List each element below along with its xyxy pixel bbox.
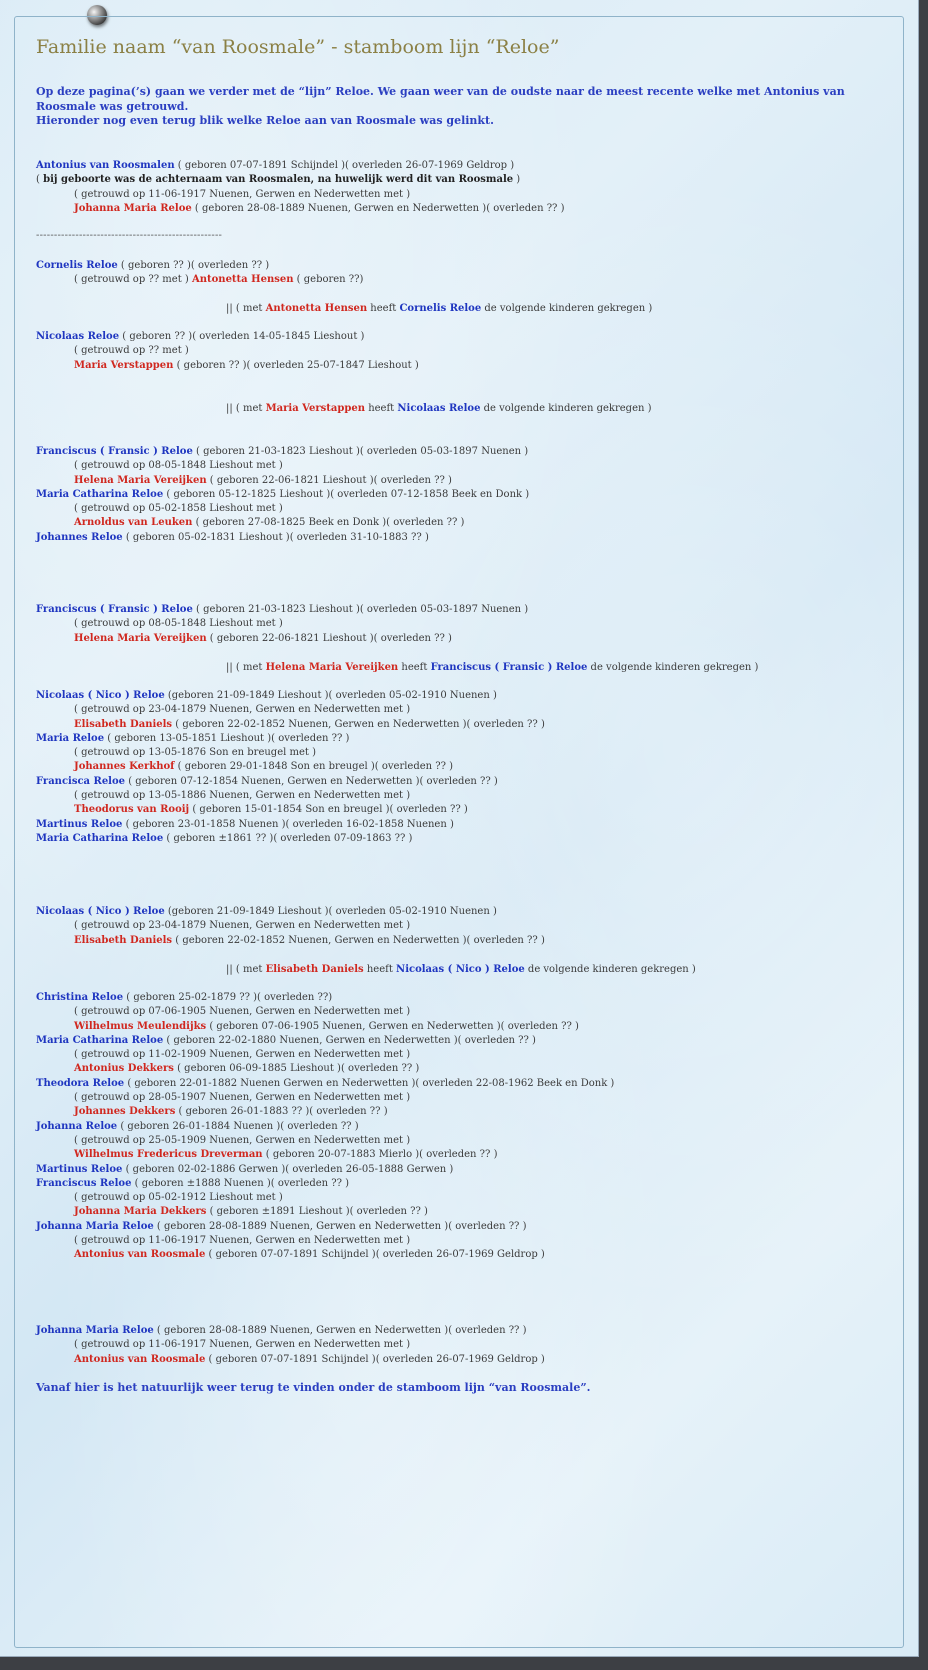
person-name: Cornelis Reloe — [399, 303, 482, 314]
spouse-name: Helena Maria Vereijken — [74, 632, 207, 644]
spouse-line — [36, 1248, 896, 1262]
person-name: Maria Reloe — [36, 732, 105, 744]
spouse-name: Antonius Dekkers — [74, 1063, 174, 1075]
entry-line — [36, 445, 896, 459]
life-dates: ( geboren 15-01-1854 Son en breugel )( overleden ?? ) — [189, 804, 468, 816]
person-name: Franciscus ( Fransic ) Reloe — [430, 662, 588, 673]
person-name: Christina Reloe — [36, 992, 124, 1003]
spouse-line — [36, 202, 896, 216]
spouse-name: Elisabeth Daniels — [74, 934, 173, 946]
children-text: || ( met — [226, 303, 266, 314]
life-dates: (geboren 21-09-1849 Lieshout )( overleden 05-02-1910 Nuenen ) — [164, 690, 497, 701]
life-dates: ( geboren 28-08-1889 Nuenen, Gerwen en Nederwetten )( overleden ?? ) — [153, 1220, 527, 1232]
spouse-line — [36, 1062, 896, 1076]
marriage-line: ( getrouwd op 07-06-1905 Nuenen, Gerwen en Nederwetten met ) — [74, 1006, 411, 1018]
spouse-line — [36, 632, 896, 646]
spouse-name: Wilhelmus Fredericus Dreverman — [74, 1149, 263, 1161]
block-children-franciscus — [36, 689, 896, 846]
marriage-line: ( getrouwd op 05-02-1858 Lieshout met ) — [74, 503, 283, 515]
life-dates: ( geboren 27-08-1825 Beek en Donk )( overleden ?? ) — [192, 517, 465, 529]
life-dates: ( geboren ??) — [293, 274, 364, 286]
life-dates: ( geboren 28-08-1889 Nuenen, Gerwen en Nederwetten )( overleden ?? ) — [191, 202, 565, 214]
entry-line — [36, 531, 896, 545]
life-dates: ( geboren 23-01-1858 Nuenen )( overleden 16-02-1858 Nuenen ) — [122, 818, 454, 830]
spouse-line — [36, 273, 896, 287]
life-dates: ( geboren ±1891 Lieshout )( overleden ?? ) — [206, 1206, 428, 1218]
person-name: Nicolaas ( Nico ) Reloe — [36, 906, 165, 917]
spouse-line — [36, 1205, 896, 1219]
person-name: Maria Catharina Reloe — [36, 832, 164, 844]
life-dates: ( geboren 06-09-1885 Lieshout )( overleden ?? ) — [173, 1063, 420, 1075]
outro-text: Vanaf hier is het natuurlijk weer terug te vinden onder de stamboom lijn “van Roosmale”. — [36, 1381, 591, 1394]
marriage-line: ( getrouwd op 13-05-1886 Nuenen, Gerwen en Nederwetten met ) — [74, 790, 411, 802]
children-header — [36, 661, 928, 675]
person-name: Cornelis Reloe — [36, 260, 118, 271]
life-dates: ( geboren ?? )( overleden 25-07-1847 Lieshout ) — [173, 359, 419, 371]
children-text: || ( met — [226, 403, 266, 414]
marriage-line: ( getrouwd op 05-02-1912 Lieshout met ) — [74, 1192, 283, 1204]
entry-line — [36, 775, 896, 789]
life-dates: ( geboren 26-01-1883 ?? )( overleden ?? ) — [175, 1106, 388, 1118]
spouse-line — [36, 1020, 896, 1034]
life-dates: ( geboren 21-03-1823 Lieshout )( overleden 05-03-1897 Nuenen ) — [192, 604, 529, 615]
marriage-line: ( getrouwd op 25-05-1909 Nuenen, Gerwen en Nederwetten met ) — [74, 1134, 411, 1146]
marriage-line: ( getrouwd op 11-06-1917 Nuenen, Gerwen en Nederwetten met ) — [74, 188, 411, 200]
children-text: de volgende kinderen gekregen ) — [480, 403, 652, 414]
spouse-line — [36, 934, 896, 948]
entry-line — [36, 991, 896, 1005]
entry-line — [36, 1324, 896, 1338]
spouse-name: Antonetta Hensen — [265, 303, 368, 314]
marriage-line: ( getrouwd op 11-02-1909 Nuenen, Gerwen en Nederwetten met ) — [74, 1049, 411, 1061]
spouse-name: Johanna Maria Reloe — [74, 202, 192, 214]
block-antonius — [36, 159, 896, 216]
spouse-name: Helena Maria Vereijken — [265, 662, 399, 673]
entry-line — [36, 832, 896, 846]
person-name: Maria Catharina Reloe — [36, 1034, 164, 1046]
marriage-line: ( getrouwd op 23-04-1879 Nuenen, Gerwen en Nederwetten met ) — [74, 704, 411, 716]
life-dates: ( geboren 07-06-1905 Nuenen, Gerwen en Nederwetten )( overleden ?? ) — [206, 1020, 579, 1032]
children-text: de volgende kinderen gekregen ) — [524, 964, 696, 975]
life-dates: ( geboren 26-01-1884 Nuenen )( overleden ?? ) — [117, 1120, 359, 1132]
block-children-nicolaas — [36, 445, 896, 545]
life-dates: ( geboren 25-02-1879 ?? )( overleden ??) — [123, 992, 333, 1003]
name-change-note: bij geboorte was de achternaam van Roosmalen, na huwelijk werd dit van Roosmale — [43, 174, 514, 186]
life-dates: ( geboren ±1861 ?? )( overleden 07-09-1863 ?? ) — [163, 832, 413, 844]
entry-line — [36, 1120, 896, 1134]
life-dates: ( geboren 20-07-1883 Mierlo )( overleden ?? ) — [262, 1149, 498, 1161]
entry-line — [36, 488, 896, 502]
life-dates: ( geboren 28-08-1889 Nuenen, Gerwen en Nederwetten )( overleden ?? ) — [153, 1325, 527, 1336]
spouse-line — [36, 359, 896, 373]
life-dates: ( geboren 07-07-1891 Schijndel )( overleden 26-07-1969 Geldrop ) — [205, 1353, 545, 1365]
children-text: heeft — [363, 964, 397, 975]
children-text: heeft — [398, 662, 431, 673]
children-header — [36, 302, 928, 316]
life-dates: ( geboren ±1888 Nuenen )( overleden ?? ) — [131, 1177, 350, 1189]
spouse-line — [36, 803, 896, 817]
spouse-line — [36, 1105, 896, 1119]
intro-paragraph: Hieronder nog even terug blik welke Reloe aan van Roosmale was gelinkt. — [36, 114, 494, 127]
entry-line — [36, 1220, 896, 1234]
person-name: Nicolaas Reloe — [36, 331, 120, 342]
life-dates: ( geboren 05-12-1825 Lieshout )( overleden 07-12-1858 Beek en Donk ) — [163, 488, 530, 500]
person-name: Martinus Reloe — [36, 818, 123, 830]
life-dates: ( geboren 02-02-1886 Gerwen )( overleden 26-05-1888 Gerwen ) — [122, 1163, 454, 1175]
intro-text — [36, 85, 886, 129]
block-nicolaas — [36, 330, 896, 373]
entry-line — [36, 173, 896, 187]
children-text: heeft — [367, 303, 400, 314]
life-dates: ( geboren 07-07-1891 Schijndel )( overleden 26-07-1969 Geldrop ) — [205, 1249, 545, 1261]
block-cornelis — [36, 259, 896, 288]
person-name: Johanna Maria Reloe — [36, 1220, 154, 1232]
person-name: Martinus Reloe — [36, 1163, 123, 1175]
life-dates: ( geboren 22-06-1821 Lieshout )( overleden ?? ) — [206, 474, 452, 486]
spouse-name: Antonius van Roosmale — [74, 1353, 206, 1365]
person-name: Franciscus ( Fransic ) Reloe — [36, 604, 193, 615]
block-nicolaas-nico — [36, 905, 896, 948]
children-text: de volgende kinderen gekregen ) — [587, 662, 759, 673]
person-name: Johannes Reloe — [36, 531, 123, 543]
entry-line — [36, 159, 896, 173]
block-franciscus — [36, 603, 896, 646]
life-dates: ( geboren 13-05-1851 Lieshout )( overleden ?? ) — [104, 732, 350, 744]
spouse-name: Elisabeth Daniels — [265, 964, 364, 975]
spouse-name: Theodorus van Rooij — [74, 804, 190, 816]
note-paren: ) — [513, 174, 521, 186]
entry-line — [36, 818, 896, 832]
entry-line — [36, 905, 896, 919]
life-dates: ( geboren 07-12-1854 Nuenen, Gerwen en Nederwetten )( overleden ?? ) — [125, 775, 498, 787]
children-text: || ( met — [226, 662, 266, 673]
children-text: de volgende kinderen gekregen ) — [481, 303, 653, 314]
entry-line — [36, 732, 896, 746]
entry-line — [36, 1077, 896, 1091]
spouse-line — [36, 760, 896, 774]
spouse-name: Antonius van Roosmale — [74, 1249, 206, 1261]
spouse-name: Maria Verstappen — [74, 359, 174, 371]
intro-paragraph: Op deze pagina(’s) gaan we verder met de “lijn” Reloe. We gaan weer van de oudste naar de meest recente welke met Antonius van Roosmale was getrouwd. — [36, 85, 845, 113]
page-title: Familie naam “van Roosmale” - stamboom lijn “Reloe” — [36, 36, 560, 58]
person-name: Johanna Maria Reloe — [36, 1325, 154, 1336]
entry-line — [36, 1163, 896, 1177]
block-children-nico — [36, 991, 896, 1263]
spouse-name: Johannes Dekkers — [74, 1106, 176, 1118]
person-name: Franciscus ( Fransic ) Reloe — [36, 446, 193, 457]
person-name: Nicolaas Reloe — [397, 403, 481, 414]
entry-line — [36, 603, 896, 617]
children-header — [36, 402, 928, 416]
life-dates: ( geboren 29-01-1848 Son en breugel )( overleden ?? ) — [174, 761, 454, 773]
spouse-line — [36, 718, 896, 732]
life-dates: ( geboren 22-02-1852 Nuenen, Gerwen en Nederwetten )( overleden ?? ) — [172, 718, 545, 730]
children-text: heeft — [365, 403, 398, 414]
spouse-name: Elisabeth Daniels — [74, 718, 173, 730]
spouse-name: Wilhelmus Meulendijks — [74, 1020, 207, 1032]
marriage-line: ( getrouwd op 28-05-1907 Nuenen, Gerwen en Nederwetten met ) — [74, 1092, 411, 1104]
marriage-text: ( getrouwd op ?? met ) — [74, 274, 192, 286]
person-name: Theodora Reloe — [36, 1077, 125, 1089]
entry-line — [36, 259, 896, 273]
block-johanna-maria — [36, 1324, 896, 1367]
life-dates: ( geboren 21-03-1823 Lieshout )( overleden 05-03-1897 Nuenen ) — [192, 446, 529, 457]
spouse-line — [36, 1353, 896, 1367]
entry-line — [36, 1034, 896, 1048]
marriage-line: ( getrouwd op ?? met ) — [74, 345, 189, 357]
separator-line: ---------------------------------------------------- — [36, 230, 223, 241]
spouse-line — [36, 1148, 896, 1162]
person-name: Franciscus Reloe — [36, 1177, 132, 1189]
life-dates: ( geboren 22-02-1852 Nuenen, Gerwen en Nederwetten )( overleden ?? ) — [172, 934, 545, 946]
life-dates: ( geboren ?? )( overleden ?? ) — [117, 260, 270, 271]
person-name: Maria Catharina Reloe — [36, 488, 164, 500]
spouse-line — [36, 474, 896, 488]
spouse-name: Arnoldus van Leuken — [74, 517, 193, 529]
marriage-line: ( getrouwd op 23-04-1879 Nuenen, Gerwen en Nederwetten met ) — [74, 920, 411, 932]
note-paren: ( — [36, 174, 44, 186]
life-dates: ( geboren 07-07-1891 Schijndel )( overleden 26-07-1969 Geldrop ) — [174, 160, 515, 171]
spouse-name: Antonetta Hensen — [191, 274, 294, 286]
spouse-name: Johanna Maria Dekkers — [74, 1206, 207, 1218]
marriage-line: ( getrouwd op 08-05-1848 Lieshout met ) — [74, 618, 283, 630]
person-name: Antonius van Roosmalen — [36, 160, 175, 171]
entry-line — [36, 689, 896, 703]
children-header — [36, 963, 928, 977]
spouse-name: Maria Verstappen — [265, 403, 366, 414]
person-name: Nicolaas ( Nico ) Reloe — [36, 690, 165, 701]
spouse-name: Helena Maria Vereijken — [74, 474, 207, 486]
life-dates: ( geboren 22-06-1821 Lieshout )( overleden ?? ) — [206, 632, 452, 644]
marriage-line: ( getrouwd op 08-05-1848 Lieshout met ) — [74, 460, 283, 472]
entry-line — [36, 1177, 896, 1191]
person-name: Johanna Reloe — [36, 1120, 118, 1132]
life-dates: (geboren 21-09-1849 Lieshout )( overleden 05-02-1910 Nuenen ) — [164, 906, 497, 917]
spouse-line — [36, 516, 896, 530]
life-dates: ( geboren ?? )( overleden 14-05-1845 Lieshout ) — [119, 331, 365, 342]
marriage-line: ( getrouwd op 11-06-1917 Nuenen, Gerwen en Nederwetten met ) — [74, 1235, 411, 1247]
life-dates: ( geboren 05-02-1831 Lieshout )( overleden 31-10-1883 ?? ) — [122, 531, 429, 543]
marriage-line: ( getrouwd op 13-05-1876 Son en breugel met ) — [74, 747, 316, 759]
spouse-name: Johannes Kerkhof — [74, 761, 175, 773]
marriage-line: ( getrouwd op 11-06-1917 Nuenen, Gerwen en Nederwetten met ) — [74, 1339, 411, 1351]
life-dates: ( geboren 22-02-1880 Nuenen, Gerwen en Nederwetten )( overleden ?? ) — [163, 1034, 536, 1046]
children-text: || ( met — [226, 964, 266, 975]
life-dates: ( geboren 22-01-1882 Nuenen Gerwen en Nederwetten )( overleden 22-08-1962 Beek en Donk ) — [124, 1077, 615, 1089]
entry-line — [36, 330, 896, 344]
person-name: Francisca Reloe — [36, 775, 126, 787]
person-name: Nicolaas ( Nico ) Reloe — [396, 964, 525, 975]
